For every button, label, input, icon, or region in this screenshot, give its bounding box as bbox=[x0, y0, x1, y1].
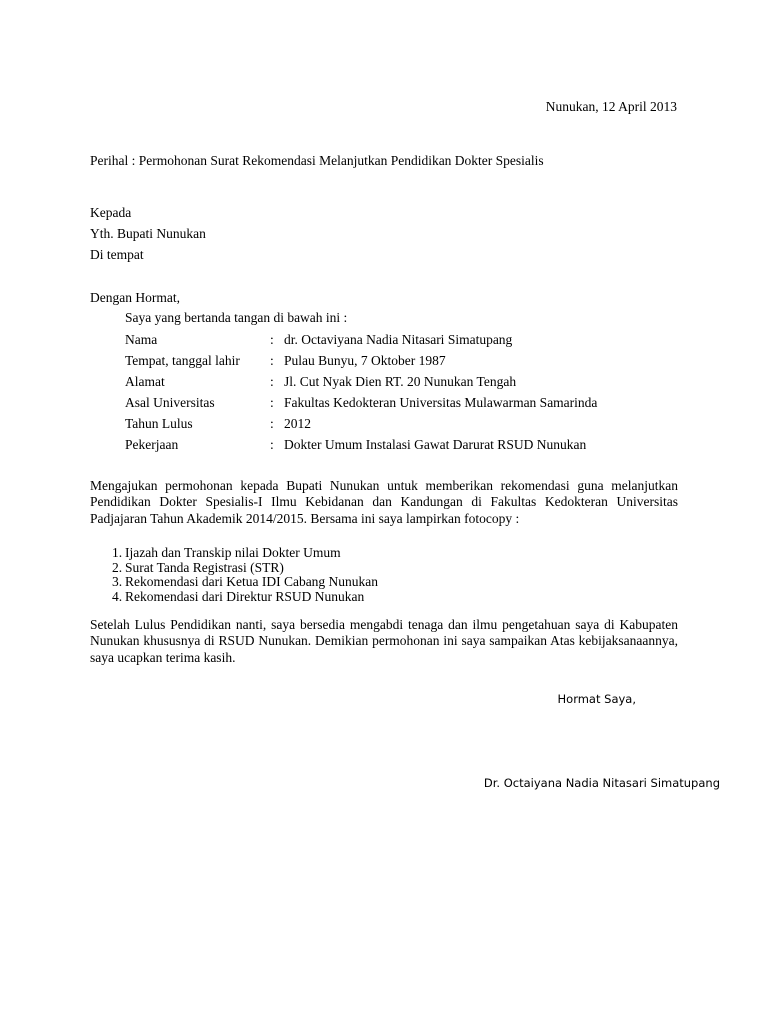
info-row-address bbox=[125, 372, 597, 393]
list-item bbox=[112, 575, 378, 590]
list-item-text: Surat Tanda Registrasi (STR) bbox=[125, 559, 284, 575]
info-label: Asal Universitas bbox=[125, 395, 215, 411]
closing-paragraph: Setelah Lulus Pendidikan nanti, saya bersedia mengabdi tenaga dan ilmu pengetahuan saya di Kabupaten Nunukan khususnya di RSUD Nunukan. Demikian permohonan ini saya sampaikan Atas kebijaksanaannya, saya ucapkan terima kasih. bbox=[90, 617, 678, 665]
info-row-nama bbox=[125, 330, 597, 351]
info-label: Alamat bbox=[125, 374, 165, 390]
list-item-number: 3. bbox=[112, 574, 123, 590]
list-item-text: Rekomendasi dari Ketua IDI Cabang Nunukan bbox=[125, 574, 379, 590]
info-row-birth bbox=[125, 351, 597, 372]
info-label: Tahun Lulus bbox=[125, 416, 193, 432]
info-row-graduation-year bbox=[125, 414, 597, 435]
info-colon: : bbox=[270, 374, 274, 390]
list-item bbox=[112, 590, 378, 605]
info-colon: : bbox=[270, 395, 274, 411]
list-item-number: 1. bbox=[112, 545, 123, 561]
info-label: Tempat, tanggal lahir bbox=[125, 353, 240, 369]
info-value: dr. Octaviyana Nadia Nitasari Simatupang bbox=[284, 332, 513, 348]
closing-salutation: Hormat Saya, bbox=[557, 692, 636, 706]
signatory-name: Dr. Octaiyana Nadia Nitasari Simatupang bbox=[483, 776, 720, 790]
list-item-number: 2. bbox=[112, 559, 123, 575]
info-label: Nama bbox=[125, 332, 158, 348]
info-colon: : bbox=[270, 416, 274, 432]
recipient-line-2: Yth. Bupati Nunukan bbox=[90, 226, 206, 241]
letter-intro: Saya yang bertanda tangan di bawah ini : bbox=[125, 310, 348, 325]
info-row-occupation bbox=[125, 435, 597, 456]
info-row-university bbox=[125, 393, 597, 414]
list-item-text: Ijazah dan Transkip nilai Dokter Umum bbox=[125, 545, 341, 561]
list-item bbox=[112, 546, 378, 561]
info-value: Dokter Umum Instalasi Gawat Darurat RSUD Nunukan bbox=[284, 437, 587, 453]
letter-greeting: Dengan Hormat, bbox=[90, 290, 180, 305]
info-value: Pulau Bunyu, 7 Oktober 1987 bbox=[284, 353, 446, 369]
applicant-info-table bbox=[125, 330, 597, 456]
letter-date: Nunukan, 12 April 2013 bbox=[545, 99, 677, 114]
info-value: Jl. Cut Nyak Dien RT. 20 Nunukan Tengah bbox=[284, 374, 517, 390]
info-value: 2012 bbox=[284, 416, 311, 432]
recipient-line-1: Kepada bbox=[90, 205, 132, 220]
request-paragraph: Mengajukan permohonan kepada Bupati Nunukan untuk memberikan rekomendasi guna melanjutkan Pendidikan Dokter Spesialis-I Ilmu Kebidanan dan Kandungan di Fakultas Kedokteran Universitas Padjajaran Tahun Akademik 2014/2015. Bersama ini saya lampirkan fotocopy : bbox=[90, 478, 678, 526]
info-colon: : bbox=[270, 332, 274, 348]
info-colon: : bbox=[270, 437, 274, 453]
attachment-list bbox=[112, 546, 378, 604]
list-item-text: Rekomendasi dari Direktur RSUD Nunukan bbox=[125, 588, 365, 604]
list-item-number: 4. bbox=[112, 588, 123, 604]
list-item bbox=[112, 561, 378, 576]
info-value: Fakultas Kedokteran Universitas Mulawarman Samarinda bbox=[284, 395, 598, 411]
info-colon: : bbox=[270, 353, 274, 369]
letter-subject: Perihal : Permohonan Surat Rekomendasi Melanjutkan Pendidikan Dokter Spesialis bbox=[90, 153, 544, 168]
info-label: Pekerjaan bbox=[125, 437, 179, 453]
recipient-line-3: Di tempat bbox=[90, 247, 144, 262]
